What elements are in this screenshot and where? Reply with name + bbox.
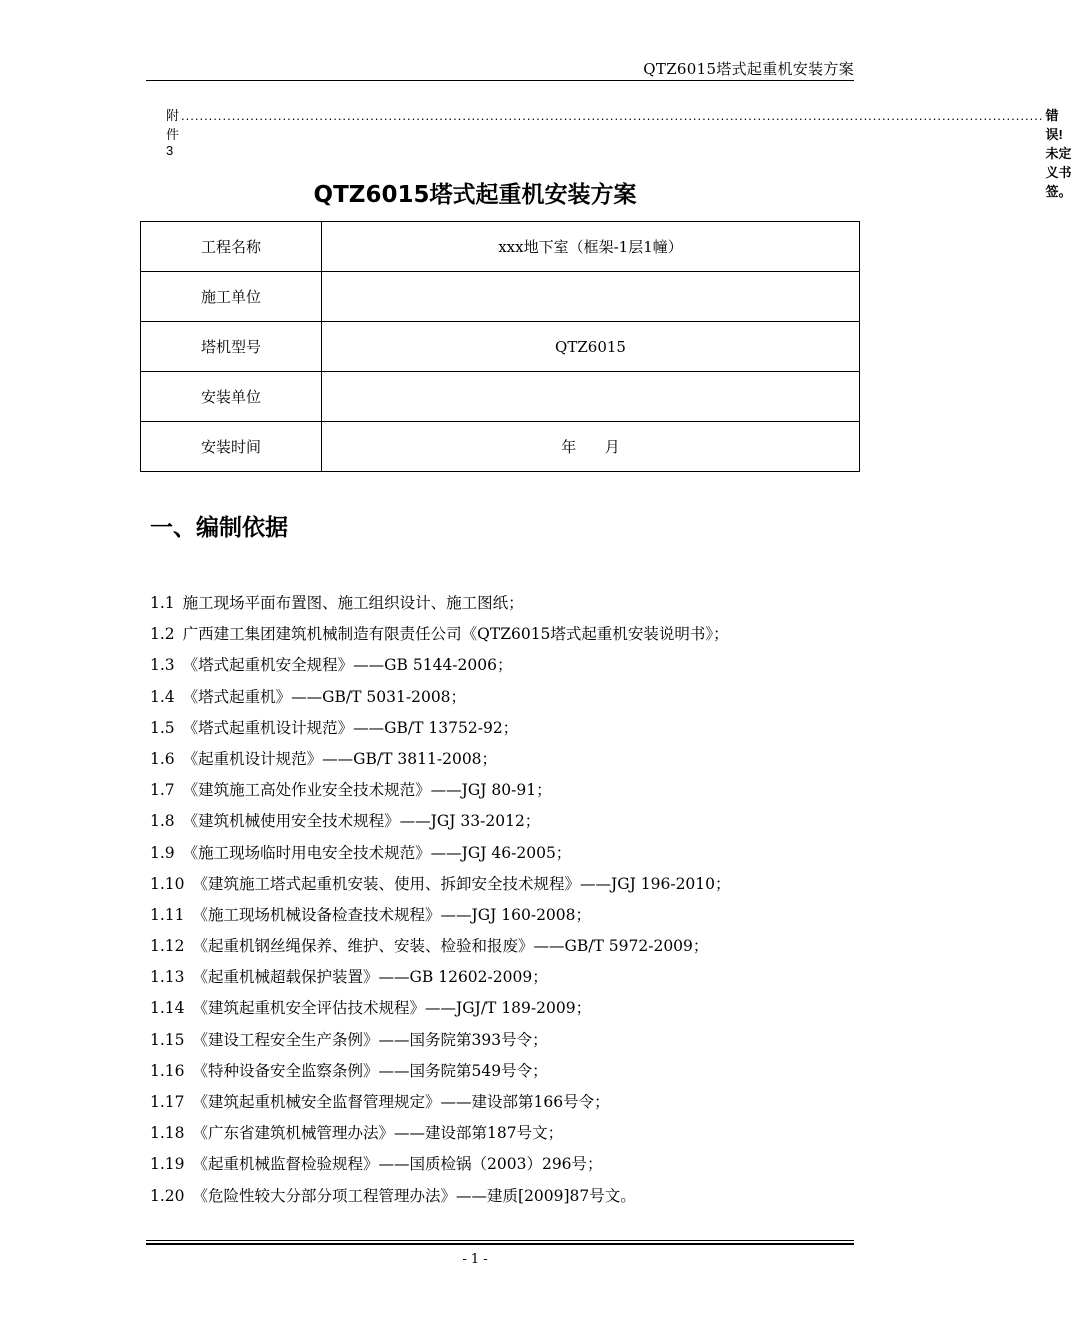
list-item <box>150 682 870 713</box>
list-item-text: 《起重机械监督检验规程》——国质检锅（2003）296号； <box>192 1155 603 1174</box>
page-number: - 1 - <box>462 1252 488 1267</box>
list-item-text: 《起重机设计规范》——GB/T 3811-2008； <box>182 749 498 768</box>
list-item <box>150 962 870 993</box>
list-item <box>150 838 870 869</box>
table-value-cell: 年 月 <box>322 422 860 472</box>
list-item-number: 1.7 <box>150 781 175 800</box>
list-item-text: 《施工现场机械设备检查技术规程》——JGJ 160-2008； <box>192 905 592 924</box>
list-item <box>150 1149 870 1180</box>
list-item <box>150 588 870 619</box>
table-value-cell: xxx地下室（框架-1层1幢） <box>322 222 860 272</box>
list-item-text: 《塔式起重机》——GB/T 5031-2008； <box>182 687 467 706</box>
reference-list <box>150 588 870 1212</box>
table-row <box>141 322 860 372</box>
list-item-text: 《施工现场临时用电安全技术规范》——JGJ 46-2005； <box>182 843 572 862</box>
list-item <box>150 713 870 744</box>
list-item <box>150 931 870 962</box>
list-item <box>150 869 870 900</box>
list-item-text: 《塔式起重机设计规范》——GB/T 13752-92； <box>182 718 519 737</box>
list-item-number: 1.3 <box>150 656 175 675</box>
table-row <box>141 222 860 272</box>
header-divider <box>146 80 854 81</box>
table-row <box>141 372 860 422</box>
list-item-number: 1.10 <box>150 874 185 893</box>
list-item-number: 1.4 <box>150 687 175 706</box>
list-item-number: 1.17 <box>150 1093 185 1111</box>
table-label-cell: 安装时间 <box>141 422 322 472</box>
list-item-text: 《广东省建筑机械管理办法》——建设部第187号文； <box>192 1124 564 1143</box>
running-header-title: QTZ6015塔式起重机安装方案 <box>643 60 854 78</box>
list-item <box>150 900 870 931</box>
list-item-number: 1.9 <box>150 843 175 862</box>
table-label-cell: 塔机型号 <box>141 322 322 372</box>
list-item-number: 1.18 <box>150 1124 185 1143</box>
list-item-number: 1.15 <box>150 1030 185 1049</box>
list-item-number: 1.1 <box>150 594 175 612</box>
list-item-text: 《建筑起重机安全评估技术规程》——JGJ/T 189-2009； <box>192 999 592 1018</box>
list-item-text: 《建筑起重机械安全监督管理规定》——建设部第166号令； <box>192 1093 610 1111</box>
list-item <box>150 1087 870 1118</box>
list-item-text: 《建筑施工高处作业安全技术规范》——JGJ 80-91； <box>182 781 552 800</box>
list-item-number: 1.14 <box>150 999 185 1018</box>
table-label-cell: 工程名称 <box>141 222 322 272</box>
list-item <box>150 650 870 681</box>
list-item <box>150 619 870 650</box>
table-row <box>141 272 860 322</box>
list-item <box>150 744 870 775</box>
toc-entry-label: 附件 3 <box>166 108 180 158</box>
list-item-text: 《起重机械超载保护装置》——GB 12602-2009； <box>192 968 548 987</box>
list-item-text: 《塔式起重机安全规程》——GB 5144-2006； <box>182 656 513 675</box>
list-item-text: 广西建工集团建筑机械制造有限责任公司《QTZ6015塔式起重机安装说明书》； <box>182 625 729 644</box>
list-item-text: 《建设工程安全生产条例》——国务院第393号令； <box>192 1030 548 1049</box>
list-item <box>150 806 870 837</box>
list-item-number: 1.12 <box>150 937 185 956</box>
table-value-cell <box>322 272 860 322</box>
table-label-cell: 安装单位 <box>141 372 322 422</box>
table-label-cell: 施工单位 <box>141 272 322 322</box>
document-title: QTZ6015塔式起重机安装方案 <box>313 182 637 208</box>
footer-divider-thin <box>146 1240 854 1241</box>
list-item <box>150 993 870 1024</box>
list-item-number: 1.13 <box>150 968 185 987</box>
list-item-number: 1.2 <box>150 625 175 644</box>
list-item-text: 《起重机钢丝绳保养、维护、安装、检验和报废》——GB/T 5972-2009； <box>192 937 709 956</box>
list-item <box>150 1181 870 1212</box>
toc-page-ref: 错误!未定义书签。 <box>1045 108 1071 199</box>
list-item-text: 《建筑机械使用安全技术规程》——JGJ 33-2012； <box>182 812 541 831</box>
list-item-number: 1.6 <box>150 749 175 768</box>
list-item-text: 《建筑施工塔式起重机安装、使用、拆卸安全技术规程》——JGJ 196-2010； <box>192 874 731 893</box>
project-info-table <box>140 221 860 472</box>
footer-divider-thick <box>146 1243 854 1245</box>
table-value-cell: QTZ6015 <box>322 322 860 372</box>
toc-leader-dots: ........................................................................................................................................................................................... <box>181 108 1044 123</box>
list-item-number: 1.8 <box>150 812 175 831</box>
list-item-number: 1.16 <box>150 1061 185 1080</box>
list-item-text: 施工现场平面布置图、施工组织设计、施工图纸； <box>182 594 524 612</box>
list-item-number: 1.19 <box>150 1155 185 1174</box>
list-item <box>150 1118 870 1149</box>
list-item-number: 1.11 <box>150 905 185 924</box>
list-item-number: 1.5 <box>150 718 175 737</box>
list-item-number: 1.20 <box>150 1186 185 1205</box>
list-item <box>150 1025 870 1056</box>
list-item-text: 《特种设备安全监察条例》——国务院第549号令； <box>192 1061 548 1080</box>
list-item <box>150 1056 870 1087</box>
list-item-text: 《危险性较大分部分项工程管理办法》——建质[2009]87号文。 <box>192 1186 636 1205</box>
list-item <box>150 775 870 806</box>
table-value-cell <box>322 372 860 422</box>
table-row <box>141 422 860 472</box>
section-heading: 一、编制依据 <box>150 515 288 541</box>
